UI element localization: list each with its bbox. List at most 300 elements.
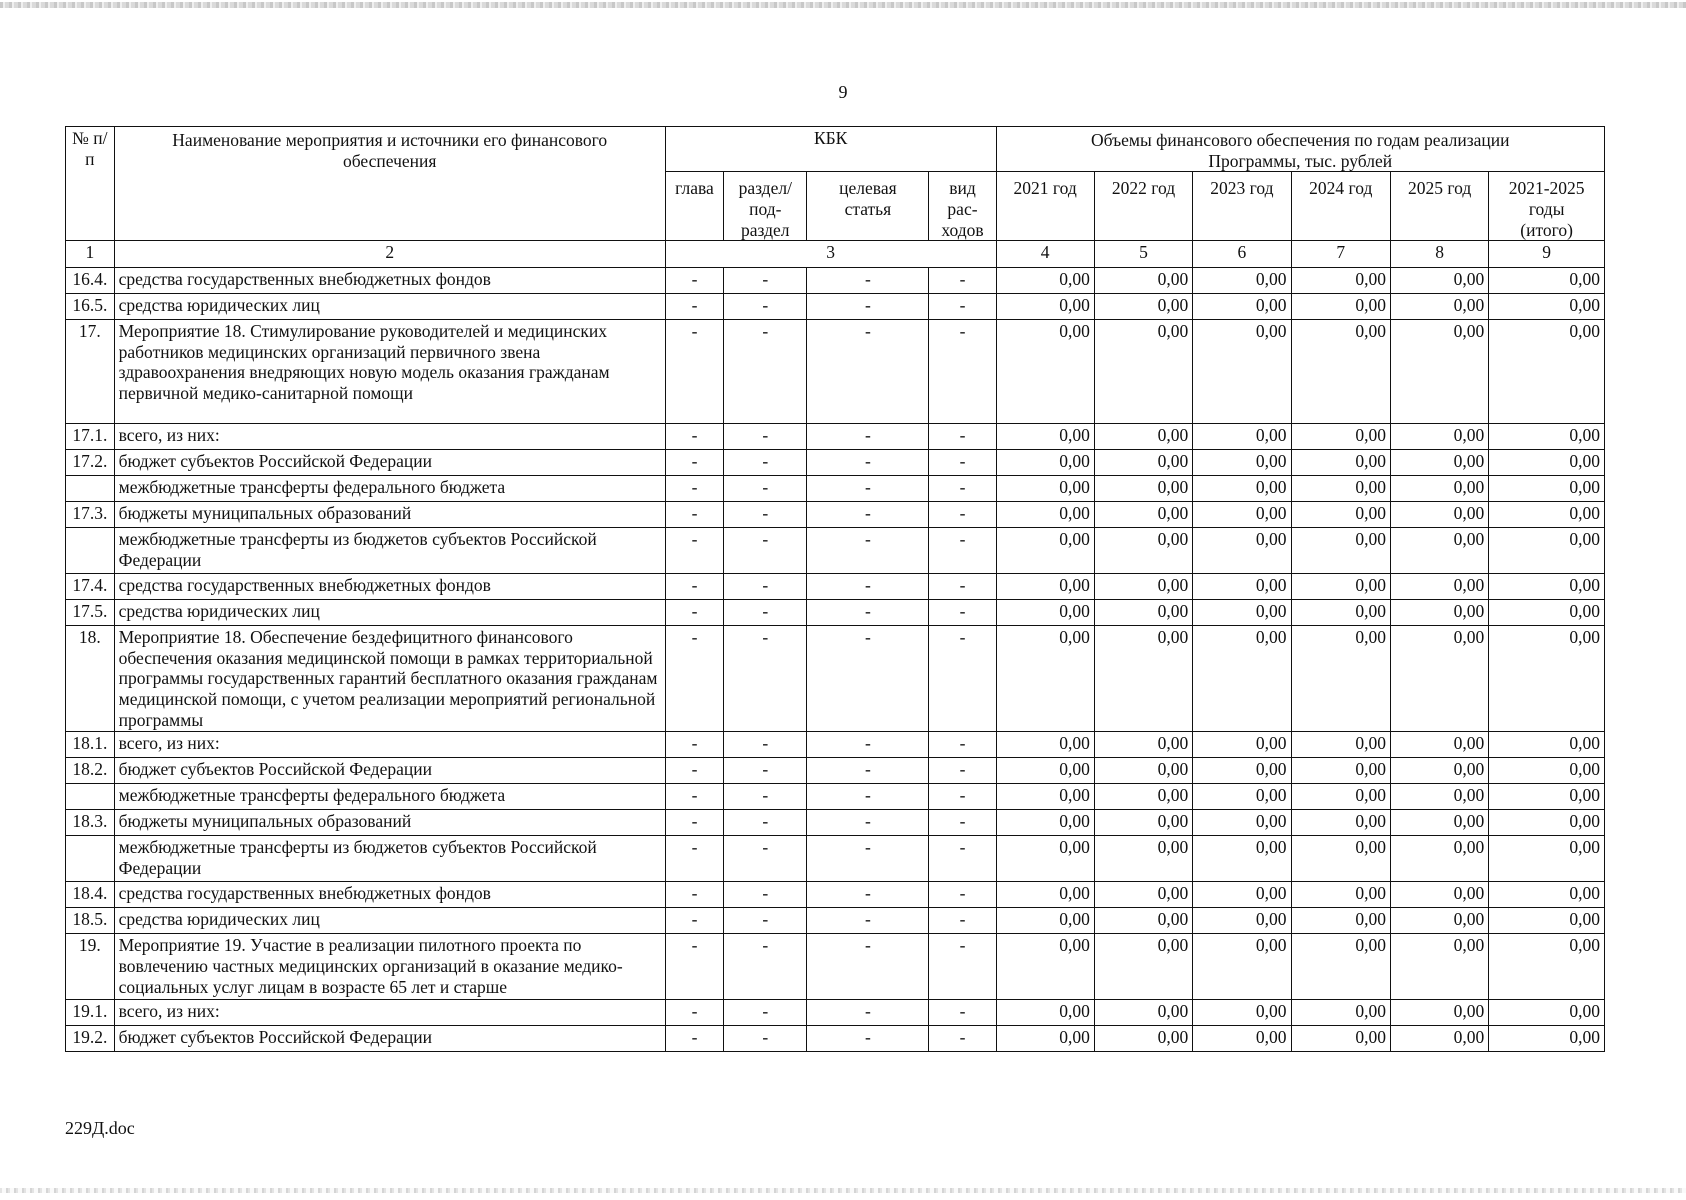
table-row: [66, 908, 1605, 934]
row-number: [66, 836, 115, 882]
amount-total-cell: 0,00: [1489, 758, 1605, 784]
amount-2023-cell: 0,00: [1193, 784, 1291, 810]
column-index: 4: [996, 241, 1094, 268]
row-number: 17.4.: [66, 574, 115, 600]
header-row: [66, 127, 1605, 172]
amount-2021-cell: 0,00: [996, 574, 1094, 600]
kbk-section-cell: -: [724, 450, 807, 476]
kbk-expense-cell: -: [929, 294, 996, 320]
row-name: Мероприятие 18. Обеспечение бездефицитного финансового обеспечения оказания медицинской помощи в рамках территориальной программы государственных гарантий бесплатного оказания гражданам медицинской помощи, с учетом реализации мероприятий региональной программы: [114, 626, 665, 732]
column-index: 3: [665, 241, 996, 268]
amount-2024-cell: 0,00: [1291, 626, 1390, 732]
kbk-target-cell: -: [807, 502, 929, 528]
amount-2023-cell: 0,00: [1193, 1000, 1291, 1026]
kbk-expense-cell: -: [929, 784, 996, 810]
kbk-expense-cell: -: [929, 732, 996, 758]
amount-2021-cell: 0,00: [996, 882, 1094, 908]
row-number: 17.: [66, 320, 115, 424]
amount-2023-cell: 0,00: [1193, 294, 1291, 320]
kbk-expense-cell: -: [929, 836, 996, 882]
amount-2024-cell: 0,00: [1291, 424, 1390, 450]
page-number: 9: [838, 82, 848, 102]
row-name: средства юридических лиц: [114, 908, 665, 934]
amount-2025-cell: 0,00: [1390, 320, 1488, 424]
table-row: [66, 784, 1605, 810]
amount-2023-cell: 0,00: [1193, 810, 1291, 836]
amount-2021-cell: 0,00: [996, 268, 1094, 294]
amount-2023-cell: 0,00: [1193, 424, 1291, 450]
header-year-2023: 2023 год: [1193, 172, 1291, 241]
kbk-target-cell: -: [807, 934, 929, 1000]
row-name: средства юридических лиц: [114, 294, 665, 320]
row-number: 19.2.: [66, 1026, 115, 1052]
amount-2024-cell: 0,00: [1291, 268, 1390, 294]
amount-2022-cell: 0,00: [1094, 836, 1192, 882]
kbk-expense-cell: -: [929, 1026, 996, 1052]
amount-total-cell: 0,00: [1489, 908, 1605, 934]
amount-2025-cell: 0,00: [1390, 528, 1488, 574]
kbk-section-cell: -: [724, 528, 807, 574]
amount-2022-cell: 0,00: [1094, 882, 1192, 908]
amount-2022-cell: 0,00: [1094, 528, 1192, 574]
amount-total-cell: 0,00: [1489, 882, 1605, 908]
amount-2021-cell: 0,00: [996, 450, 1094, 476]
amount-2022-cell: 0,00: [1094, 1000, 1192, 1026]
amount-2021-cell: 0,00: [996, 600, 1094, 626]
kbk-section-cell: -: [724, 502, 807, 528]
table-row: [66, 626, 1605, 732]
amount-2025-cell: 0,00: [1390, 908, 1488, 934]
amount-2022-cell: 0,00: [1094, 1026, 1192, 1052]
kbk-chapter-cell: -: [665, 1000, 723, 1026]
amount-total-cell: 0,00: [1489, 836, 1605, 882]
table-row: [66, 528, 1605, 574]
amount-2021-cell: 0,00: [996, 1026, 1094, 1052]
amount-total-cell: 0,00: [1489, 502, 1605, 528]
amount-2025-cell: 0,00: [1390, 294, 1488, 320]
amount-2025-cell: 0,00: [1390, 1026, 1488, 1052]
table-row: [66, 732, 1605, 758]
row-number: 16.4.: [66, 268, 115, 294]
kbk-target-cell: -: [807, 784, 929, 810]
row-name: средства государственных внебюджетных фондов: [114, 574, 665, 600]
row-number: 18.4.: [66, 882, 115, 908]
header-kbk-chapter: глава: [665, 172, 723, 241]
kbk-expense-cell: -: [929, 1000, 996, 1026]
kbk-chapter-cell: -: [665, 424, 723, 450]
kbk-target-cell: -: [807, 758, 929, 784]
kbk-chapter-cell: -: [665, 450, 723, 476]
amount-total-cell: 0,00: [1489, 574, 1605, 600]
kbk-expense-cell: -: [929, 450, 996, 476]
amount-2022-cell: 0,00: [1094, 758, 1192, 784]
row-name: межбюджетные трансферты федерального бюджета: [114, 784, 665, 810]
amount-2023-cell: 0,00: [1193, 626, 1291, 732]
kbk-chapter-cell: -: [665, 732, 723, 758]
table-row: [66, 758, 1605, 784]
amount-2021-cell: 0,00: [996, 810, 1094, 836]
kbk-section-cell: -: [724, 424, 807, 450]
kbk-expense-cell: -: [929, 574, 996, 600]
kbk-expense-cell: -: [929, 268, 996, 294]
amount-total-cell: 0,00: [1489, 784, 1605, 810]
amount-2024-cell: 0,00: [1291, 528, 1390, 574]
kbk-target-cell: -: [807, 1026, 929, 1052]
column-index: 7: [1291, 241, 1390, 268]
amount-2024-cell: 0,00: [1291, 574, 1390, 600]
table-row: [66, 1000, 1605, 1026]
amount-2021-cell: 0,00: [996, 784, 1094, 810]
kbk-chapter-cell: -: [665, 294, 723, 320]
amount-2021-cell: 0,00: [996, 732, 1094, 758]
kbk-section-cell: -: [724, 784, 807, 810]
kbk-section-cell: -: [724, 476, 807, 502]
amount-total-cell: 0,00: [1489, 294, 1605, 320]
table-row: [66, 934, 1605, 1000]
row-name: бюджет субъектов Российской Федерации: [114, 758, 665, 784]
amount-total-cell: 0,00: [1489, 528, 1605, 574]
amount-2021-cell: 0,00: [996, 626, 1094, 732]
kbk-section-cell: -: [724, 908, 807, 934]
kbk-section-cell: -: [724, 836, 807, 882]
kbk-chapter-cell: -: [665, 476, 723, 502]
row-number: [66, 784, 115, 810]
kbk-expense-cell: -: [929, 600, 996, 626]
amount-2023-cell: 0,00: [1193, 1026, 1291, 1052]
amount-2023-cell: 0,00: [1193, 502, 1291, 528]
table-row: [66, 882, 1605, 908]
row-name: бюджеты муниципальных образований: [114, 810, 665, 836]
table-row: [66, 810, 1605, 836]
amount-2025-cell: 0,00: [1390, 732, 1488, 758]
amount-2024-cell: 0,00: [1291, 320, 1390, 424]
kbk-target-cell: -: [807, 908, 929, 934]
table-row: [66, 320, 1605, 424]
kbk-expense-cell: -: [929, 934, 996, 1000]
amount-2024-cell: 0,00: [1291, 758, 1390, 784]
row-name: бюджеты муниципальных образований: [114, 502, 665, 528]
kbk-section-cell: -: [724, 882, 807, 908]
amount-2021-cell: 0,00: [996, 528, 1094, 574]
kbk-chapter-cell: -: [665, 784, 723, 810]
kbk-chapter-cell: -: [665, 758, 723, 784]
table-row: [66, 574, 1605, 600]
kbk-expense-cell: -: [929, 626, 996, 732]
row-number: 18.: [66, 626, 115, 732]
header-year-total: 2021-2025 годы (итого): [1489, 172, 1605, 241]
amount-2021-cell: 0,00: [996, 294, 1094, 320]
kbk-section-cell: -: [724, 626, 807, 732]
header-name: Наименование мероприятия и источники его финансового обеспечения: [114, 127, 665, 241]
table-row: [66, 424, 1605, 450]
kbk-section-cell: -: [724, 732, 807, 758]
amount-2025-cell: 0,00: [1390, 626, 1488, 732]
kbk-target-cell: -: [807, 320, 929, 424]
row-number: 17.1.: [66, 424, 115, 450]
column-index-row: [66, 241, 1605, 268]
row-name: всего, из них:: [114, 424, 665, 450]
kbk-target-cell: -: [807, 528, 929, 574]
header-num: № п/п: [66, 127, 115, 241]
amount-2025-cell: 0,00: [1390, 784, 1488, 810]
table-body: [66, 268, 1605, 1052]
kbk-target-cell: -: [807, 836, 929, 882]
row-number: [66, 528, 115, 574]
kbk-section-cell: -: [724, 1026, 807, 1052]
amount-2021-cell: 0,00: [996, 424, 1094, 450]
kbk-section-cell: -: [724, 1000, 807, 1026]
amount-2024-cell: 0,00: [1291, 934, 1390, 1000]
amount-2022-cell: 0,00: [1094, 600, 1192, 626]
amount-2024-cell: 0,00: [1291, 1000, 1390, 1026]
header-kbk: КБК: [665, 127, 996, 172]
amount-total-cell: 0,00: [1489, 626, 1605, 732]
kbk-chapter-cell: -: [665, 934, 723, 1000]
row-number: [66, 476, 115, 502]
amount-2022-cell: 0,00: [1094, 732, 1192, 758]
amount-2024-cell: 0,00: [1291, 1026, 1390, 1052]
header-year-2022: 2022 год: [1094, 172, 1192, 241]
amount-2021-cell: 0,00: [996, 908, 1094, 934]
table-row: [66, 502, 1605, 528]
amount-2021-cell: 0,00: [996, 1000, 1094, 1026]
header-volumes: Объемы финансового обеспечения по годам реализации Программы, тыс. рублей: [996, 127, 1605, 172]
amount-2024-cell: 0,00: [1291, 476, 1390, 502]
kbk-target-cell: -: [807, 476, 929, 502]
column-index: 6: [1193, 241, 1291, 268]
kbk-target-cell: -: [807, 732, 929, 758]
row-number: 19.: [66, 934, 115, 1000]
kbk-expense-cell: -: [929, 528, 996, 574]
header-year-2025: 2025 год: [1390, 172, 1488, 241]
row-number: 17.3.: [66, 502, 115, 528]
row-name: средства государственных внебюджетных фондов: [114, 268, 665, 294]
amount-2022-cell: 0,00: [1094, 424, 1192, 450]
amount-total-cell: 0,00: [1489, 732, 1605, 758]
kbk-section-cell: -: [724, 810, 807, 836]
scan-edge-bottom: [0, 1188, 1686, 1193]
kbk-target-cell: -: [807, 1000, 929, 1026]
amount-2025-cell: 0,00: [1390, 1000, 1488, 1026]
header-year-2024: 2024 год: [1291, 172, 1390, 241]
amount-2024-cell: 0,00: [1291, 882, 1390, 908]
kbk-expense-cell: -: [929, 320, 996, 424]
amount-total-cell: 0,00: [1489, 268, 1605, 294]
kbk-target-cell: -: [807, 600, 929, 626]
amount-2022-cell: 0,00: [1094, 268, 1192, 294]
row-name: всего, из них:: [114, 732, 665, 758]
amount-2022-cell: 0,00: [1094, 476, 1192, 502]
kbk-chapter-cell: -: [665, 626, 723, 732]
amount-2023-cell: 0,00: [1193, 934, 1291, 1000]
kbk-chapter-cell: -: [665, 268, 723, 294]
kbk-target-cell: -: [807, 294, 929, 320]
amount-2022-cell: 0,00: [1094, 626, 1192, 732]
amount-2021-cell: 0,00: [996, 502, 1094, 528]
amount-2022-cell: 0,00: [1094, 294, 1192, 320]
amount-2025-cell: 0,00: [1390, 424, 1488, 450]
amount-2023-cell: 0,00: [1193, 476, 1291, 502]
kbk-chapter-cell: -: [665, 836, 723, 882]
amount-2024-cell: 0,00: [1291, 836, 1390, 882]
amount-2025-cell: 0,00: [1390, 758, 1488, 784]
table-row: [66, 450, 1605, 476]
amount-total-cell: 0,00: [1489, 600, 1605, 626]
amount-2025-cell: 0,00: [1390, 450, 1488, 476]
amount-total-cell: 0,00: [1489, 1000, 1605, 1026]
kbk-chapter-cell: -: [665, 810, 723, 836]
kbk-expense-cell: -: [929, 758, 996, 784]
row-name: бюджет субъектов Российской Федерации: [114, 450, 665, 476]
amount-2023-cell: 0,00: [1193, 574, 1291, 600]
kbk-expense-cell: -: [929, 502, 996, 528]
amount-2022-cell: 0,00: [1094, 908, 1192, 934]
amount-total-cell: 0,00: [1489, 934, 1605, 1000]
row-number: 18.1.: [66, 732, 115, 758]
amount-2025-cell: 0,00: [1390, 836, 1488, 882]
table-row: [66, 600, 1605, 626]
row-number: 19.1.: [66, 1000, 115, 1026]
kbk-expense-cell: -: [929, 476, 996, 502]
amount-2024-cell: 0,00: [1291, 810, 1390, 836]
column-index: 8: [1390, 241, 1488, 268]
row-name: межбюджетные трансферты из бюджетов субъектов Российской Федерации: [114, 528, 665, 574]
footer-file-name: 229Д.doc: [65, 1118, 135, 1138]
row-name: средства юридических лиц: [114, 600, 665, 626]
amount-2022-cell: 0,00: [1094, 502, 1192, 528]
amount-2023-cell: 0,00: [1193, 450, 1291, 476]
row-name: всего, из них:: [114, 1000, 665, 1026]
row-name: Мероприятие 18. Стимулирование руководителей и медицинских работников медицинских организаций первичного звена здравоохранения внедряющих новую модель оказания гражданам первичной медико-санитарной помощи: [114, 320, 665, 424]
amount-2025-cell: 0,00: [1390, 810, 1488, 836]
amount-total-cell: 0,00: [1489, 450, 1605, 476]
amount-2023-cell: 0,00: [1193, 268, 1291, 294]
kbk-chapter-cell: -: [665, 320, 723, 424]
row-number: 17.2.: [66, 450, 115, 476]
scan-edge-top: [0, 2, 1686, 8]
kbk-target-cell: -: [807, 268, 929, 294]
amount-2024-cell: 0,00: [1291, 732, 1390, 758]
column-index: 2: [114, 241, 665, 268]
header-kbk-expense: вид рас- ходов: [929, 172, 996, 241]
kbk-expense-cell: -: [929, 810, 996, 836]
row-name: бюджет субъектов Российской Федерации: [114, 1026, 665, 1052]
kbk-chapter-cell: -: [665, 1026, 723, 1052]
amount-2024-cell: 0,00: [1291, 908, 1390, 934]
column-index: 1: [66, 241, 115, 268]
kbk-section-cell: -: [724, 294, 807, 320]
header-kbk-section: раздел/ под- раздел: [724, 172, 807, 241]
amount-2022-cell: 0,00: [1094, 450, 1192, 476]
row-name: межбюджетные трансферты из бюджетов субъектов Российской Федерации: [114, 836, 665, 882]
row-number: 16.5.: [66, 294, 115, 320]
amount-total-cell: 0,00: [1489, 1026, 1605, 1052]
column-index: 9: [1489, 241, 1605, 268]
kbk-section-cell: -: [724, 268, 807, 294]
row-number: 18.3.: [66, 810, 115, 836]
kbk-chapter-cell: -: [665, 528, 723, 574]
kbk-chapter-cell: -: [665, 882, 723, 908]
amount-2023-cell: 0,00: [1193, 528, 1291, 574]
header-kbk-target: целевая статья: [807, 172, 929, 241]
kbk-chapter-cell: -: [665, 502, 723, 528]
column-index: 5: [1094, 241, 1192, 268]
table-row: [66, 836, 1605, 882]
kbk-expense-cell: -: [929, 882, 996, 908]
kbk-target-cell: -: [807, 574, 929, 600]
kbk-section-cell: -: [724, 934, 807, 1000]
kbk-chapter-cell: -: [665, 574, 723, 600]
row-number: 17.5.: [66, 600, 115, 626]
table-row: [66, 476, 1605, 502]
amount-2022-cell: 0,00: [1094, 810, 1192, 836]
amount-2023-cell: 0,00: [1193, 732, 1291, 758]
amount-total-cell: 0,00: [1489, 810, 1605, 836]
amount-2025-cell: 0,00: [1390, 600, 1488, 626]
kbk-chapter-cell: -: [665, 908, 723, 934]
table-row: [66, 1026, 1605, 1052]
amount-2023-cell: 0,00: [1193, 320, 1291, 424]
amount-2025-cell: 0,00: [1390, 268, 1488, 294]
kbk-expense-cell: -: [929, 424, 996, 450]
amount-2023-cell: 0,00: [1193, 882, 1291, 908]
kbk-target-cell: -: [807, 810, 929, 836]
kbk-section-cell: -: [724, 320, 807, 424]
kbk-target-cell: -: [807, 450, 929, 476]
amount-2021-cell: 0,00: [996, 934, 1094, 1000]
amount-2021-cell: 0,00: [996, 836, 1094, 882]
amount-2022-cell: 0,00: [1094, 784, 1192, 810]
amount-2022-cell: 0,00: [1094, 574, 1192, 600]
financing-table: [65, 126, 1605, 1052]
amount-total-cell: 0,00: [1489, 476, 1605, 502]
table-row: [66, 268, 1605, 294]
amount-total-cell: 0,00: [1489, 424, 1605, 450]
kbk-chapter-cell: -: [665, 600, 723, 626]
amount-2024-cell: 0,00: [1291, 294, 1390, 320]
row-number: 18.2.: [66, 758, 115, 784]
amount-2025-cell: 0,00: [1390, 574, 1488, 600]
amount-2021-cell: 0,00: [996, 320, 1094, 424]
amount-2024-cell: 0,00: [1291, 450, 1390, 476]
amount-2025-cell: 0,00: [1390, 502, 1488, 528]
amount-2025-cell: 0,00: [1390, 934, 1488, 1000]
amount-2023-cell: 0,00: [1193, 600, 1291, 626]
amount-2021-cell: 0,00: [996, 758, 1094, 784]
amount-2022-cell: 0,00: [1094, 320, 1192, 424]
row-name: средства государственных внебюджетных фондов: [114, 882, 665, 908]
amount-2024-cell: 0,00: [1291, 600, 1390, 626]
row-name: Мероприятие 19. Участие в реализации пилотного проекта по вовлечению частных медицинских организаций в оказание медико-социальных услуг лицам в возрасте 65 лет и старше: [114, 934, 665, 1000]
amount-2023-cell: 0,00: [1193, 908, 1291, 934]
kbk-section-cell: -: [724, 600, 807, 626]
amount-total-cell: 0,00: [1489, 320, 1605, 424]
amount-2022-cell: 0,00: [1094, 934, 1192, 1000]
amount-2024-cell: 0,00: [1291, 502, 1390, 528]
kbk-section-cell: -: [724, 574, 807, 600]
amount-2023-cell: 0,00: [1193, 758, 1291, 784]
row-name: межбюджетные трансферты федерального бюджета: [114, 476, 665, 502]
kbk-target-cell: -: [807, 424, 929, 450]
amount-2023-cell: 0,00: [1193, 836, 1291, 882]
row-number: 18.5.: [66, 908, 115, 934]
amount-2021-cell: 0,00: [996, 476, 1094, 502]
table-row: [66, 294, 1605, 320]
kbk-expense-cell: -: [929, 908, 996, 934]
kbk-section-cell: -: [724, 758, 807, 784]
amount-2025-cell: 0,00: [1390, 476, 1488, 502]
kbk-target-cell: -: [807, 882, 929, 908]
